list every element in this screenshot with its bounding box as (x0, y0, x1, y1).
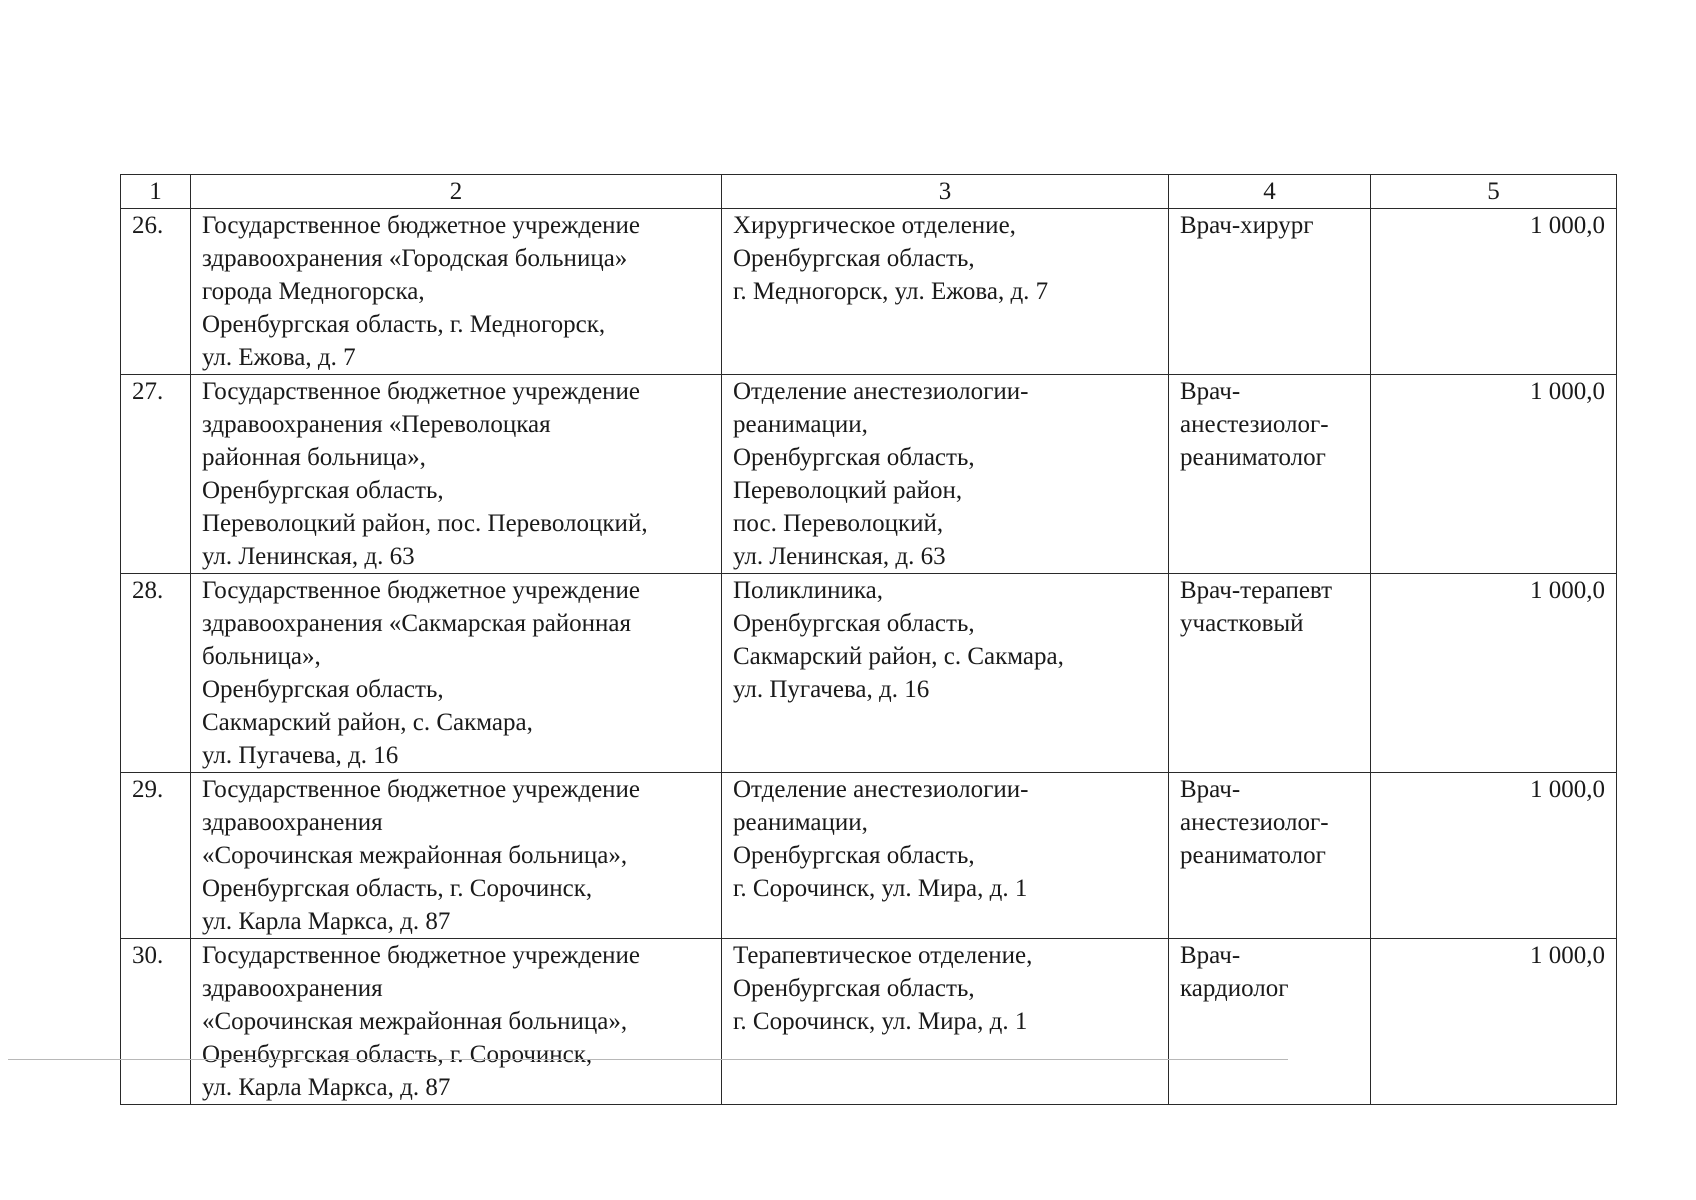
department-cell: Терапевтическое отделение, Оренбургская область, г. Сорочинск, ул. Мира, д. 1 (722, 939, 1169, 1105)
department-cell: Отделение анестезиологии- реанимации, Оренбургская область, Переволоцкий район, пос. Переволоцкий, ул. Ленинская, д. 63 (722, 375, 1169, 574)
row-number: 29. (121, 773, 191, 939)
header-col-4: 4 (1169, 175, 1371, 209)
registry-table (120, 174, 1617, 1105)
row-number: 26. (121, 209, 191, 375)
institution-cell: Государственное бюджетное учреждение здравоохранения «Городская больница» города Медногорска, Оренбургская область, г. Медногорск, ул. Ежова, д. 7 (191, 209, 722, 375)
institution-cell: Государственное бюджетное учреждение здравоохранения «Сакмарская районная больница», Оренбургская область, Сакмарский район, с. Сакмара, ул. Пугачева, д. 16 (191, 574, 722, 773)
table-row (121, 209, 1617, 375)
header-row (121, 175, 1617, 209)
row-number: 30. (121, 939, 191, 1105)
department-cell: Хирургическое отделение, Оренбургская область, г. Медногорск, ул. Ежова, д. 7 (722, 209, 1169, 375)
table-row (121, 574, 1617, 773)
department-cell: Отделение анестезиологии- реанимации, Оренбургская область, г. Сорочинск, ул. Мира, д. 1 (722, 773, 1169, 939)
position-cell: Врач-терапевт участковый (1169, 574, 1371, 773)
position-cell: Врач- анестезиолог- реаниматолог (1169, 375, 1371, 574)
scan-artifact-line (8, 1059, 1288, 1060)
row-number: 27. (121, 375, 191, 574)
amount-cell: 1 000,0 (1371, 773, 1617, 939)
position-cell: Врач- анестезиолог- реаниматолог (1169, 773, 1371, 939)
institution-cell: Государственное бюджетное учреждение здравоохранения «Переволоцкая районная больница», Оренбургская область, Переволоцкий район, пос. Переволоцкий, ул. Ленинская, д. 63 (191, 375, 722, 574)
row-number: 28. (121, 574, 191, 773)
amount-cell: 1 000,0 (1371, 939, 1617, 1105)
position-cell: Врач- кардиолог (1169, 939, 1371, 1105)
header-col-1: 1 (121, 175, 191, 209)
header-col-5: 5 (1371, 175, 1617, 209)
table-row (121, 939, 1617, 1105)
amount-cell: 1 000,0 (1371, 209, 1617, 375)
position-cell: Врач-хирург (1169, 209, 1371, 375)
institution-cell: Государственное бюджетное учреждение здравоохранения «Сорочинская межрайонная больница», Оренбургская область, г. Сорочинск, ул. Карла Маркса, д. 87 (191, 773, 722, 939)
department-cell: Поликлиника, Оренбургская область, Сакмарский район, с. Сакмара, ул. Пугачева, д. 16 (722, 574, 1169, 773)
institution-cell: Государственное бюджетное учреждение здравоохранения «Сорочинская межрайонная больница», Оренбургская область, г. Сорочинск, ул. Карла Маркса, д. 87 (191, 939, 722, 1105)
amount-cell: 1 000,0 (1371, 574, 1617, 773)
header-col-2: 2 (191, 175, 722, 209)
table-row (121, 773, 1617, 939)
table-row (121, 375, 1617, 574)
amount-cell: 1 000,0 (1371, 375, 1617, 574)
header-col-3: 3 (722, 175, 1169, 209)
